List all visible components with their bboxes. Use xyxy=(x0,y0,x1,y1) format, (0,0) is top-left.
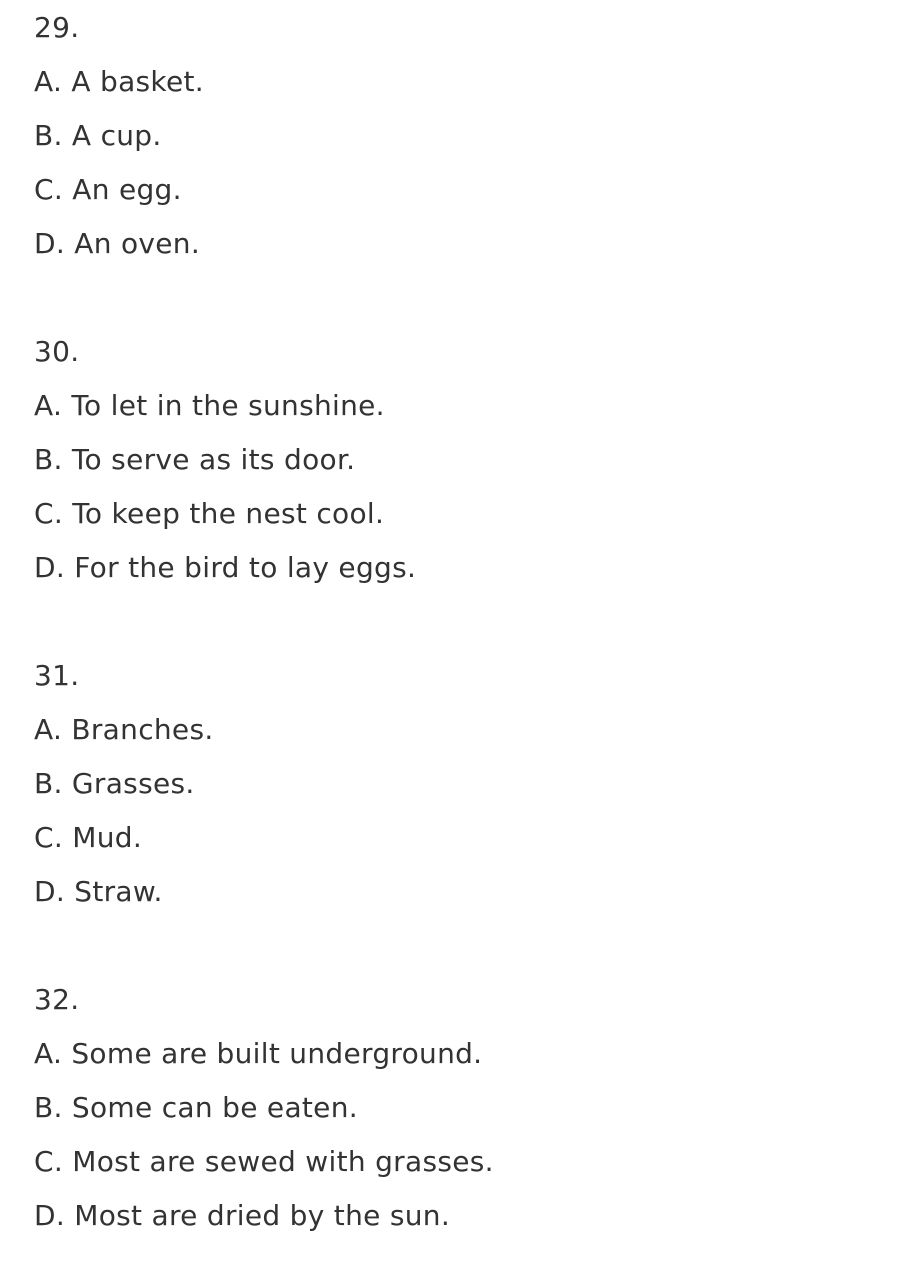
question-list xyxy=(34,1,874,1243)
question-number: 31. xyxy=(34,659,80,692)
question-30 xyxy=(34,325,874,595)
question-number: 30. xyxy=(34,335,80,368)
option-d: D. For the bird to lay eggs. xyxy=(34,551,417,584)
option-c: C. Most are sewed with grasses. xyxy=(34,1145,494,1178)
option-d: D. Most are dried by the sun. xyxy=(34,1199,451,1232)
question-32 xyxy=(34,973,874,1243)
option-b: B. Grasses. xyxy=(34,767,195,800)
question-number: 29. xyxy=(34,11,80,44)
option-b: B. To serve as its door. xyxy=(34,443,356,476)
option-b: B. Some can be eaten. xyxy=(34,1091,358,1124)
option-b: B. A cup. xyxy=(34,119,162,152)
option-c: C. Mud. xyxy=(34,821,143,854)
option-a: A. Some are built underground. xyxy=(34,1037,483,1070)
option-a: A. Branches. xyxy=(34,713,214,746)
question-29 xyxy=(34,1,874,271)
option-c: C. An egg. xyxy=(34,173,182,206)
option-d: D. An oven. xyxy=(34,227,201,260)
question-31 xyxy=(34,649,874,919)
option-a: A. A basket. xyxy=(34,65,204,98)
option-a: A. To let in the sunshine. xyxy=(34,389,385,422)
question-number: 32. xyxy=(34,983,80,1016)
option-c: C. To keep the nest cool. xyxy=(34,497,385,530)
option-d: D. Straw. xyxy=(34,875,163,908)
